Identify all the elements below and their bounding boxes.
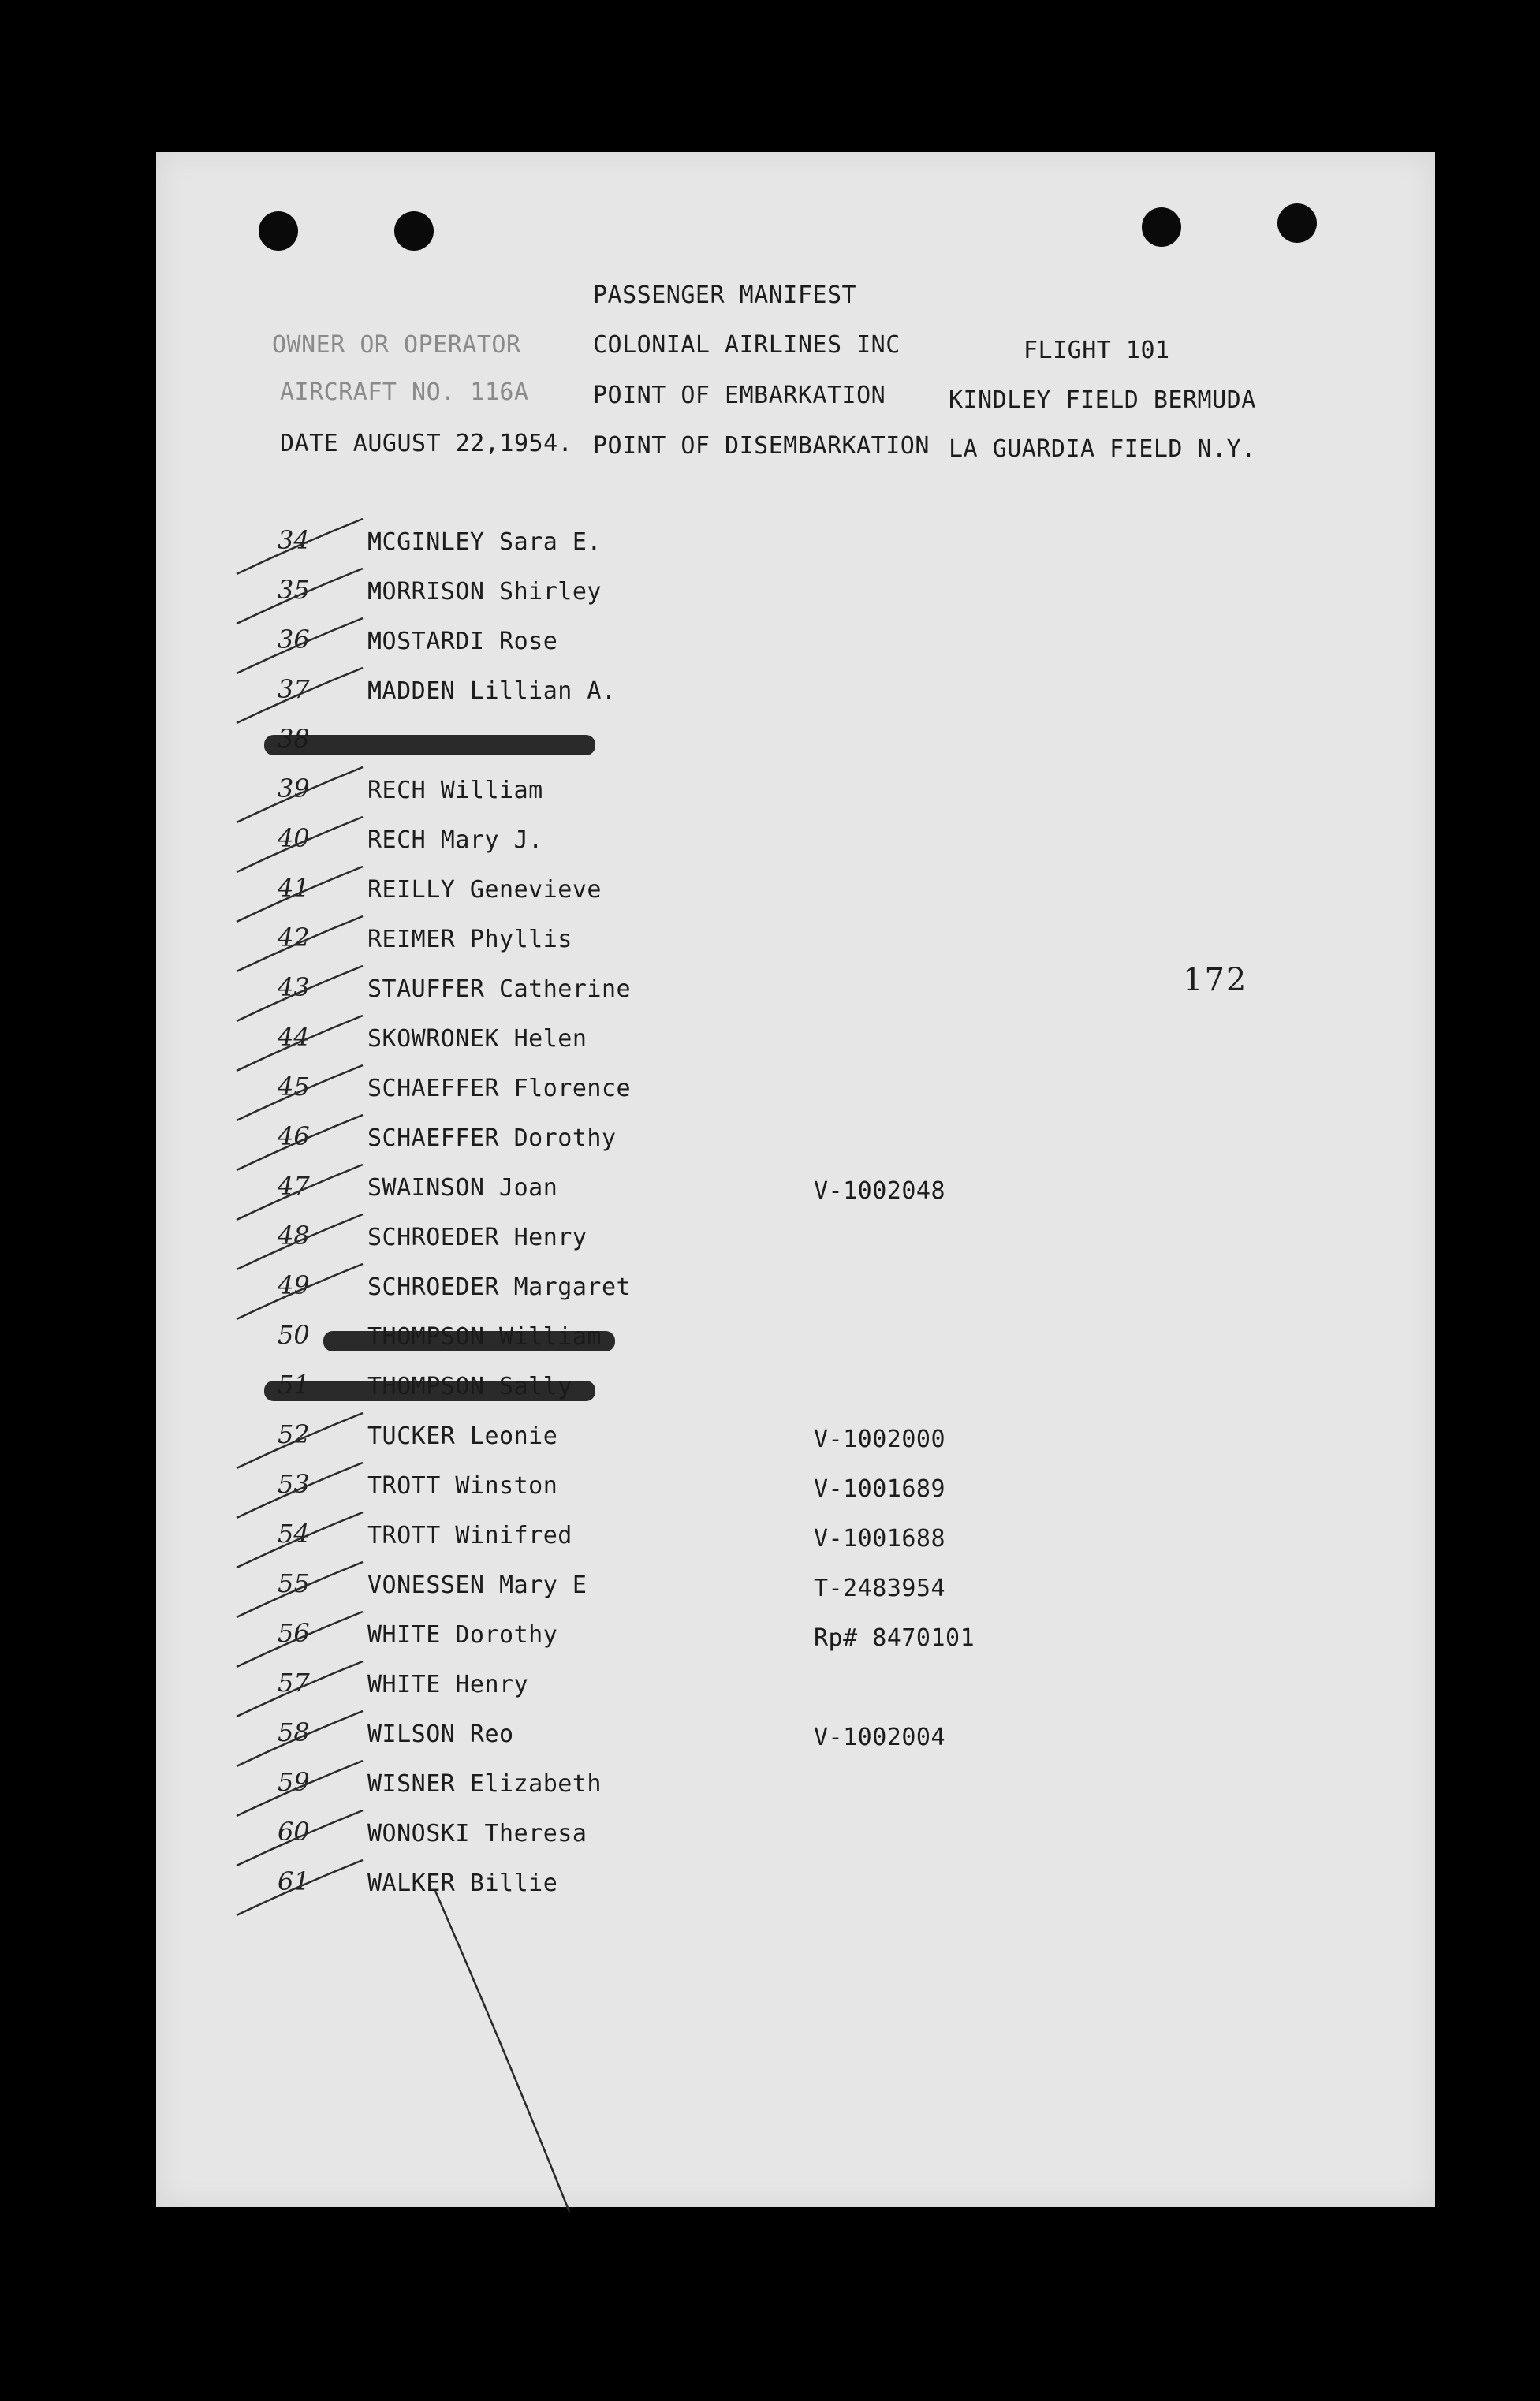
passenger-document: Rp# 8470101 xyxy=(814,1624,975,1652)
passenger-name: TROTT Winifred xyxy=(367,1522,572,1549)
passenger-number: 43 xyxy=(278,972,310,1002)
passenger-document: T-2483954 xyxy=(814,1575,946,1602)
passenger-name: MORRISON Shirley xyxy=(367,578,602,606)
passenger-name: WILSON Reo xyxy=(367,1721,514,1748)
passenger-name: WHITE Henry xyxy=(367,1671,529,1698)
passenger-name: RECH Mary J. xyxy=(367,826,543,854)
embarkation-label: POINT OF EMBARKATION xyxy=(593,382,886,409)
passenger-number: 50 xyxy=(278,1320,310,1350)
passenger-name: SCHAEFFER Dorothy xyxy=(367,1124,617,1152)
passenger-number: 39 xyxy=(278,774,310,803)
binder-hole-2 xyxy=(394,211,434,251)
passenger-name: MOSTARDI Rose xyxy=(367,628,558,655)
passenger-number: 53 xyxy=(278,1469,310,1499)
disembarkation-value: LA GUARDIA FIELD N.Y. xyxy=(949,435,1256,463)
passenger-number: 54 xyxy=(278,1519,310,1549)
passenger-name: SWAINSON Joan xyxy=(367,1174,558,1202)
passenger-number: 36 xyxy=(278,624,310,654)
aircraft-label: AIRCRAFT NO. 116A xyxy=(280,378,529,406)
passenger-document: V-1001689 xyxy=(814,1475,946,1503)
passenger-document: V-1002004 xyxy=(814,1724,946,1751)
date-label: DATE AUGUST 22,1954. xyxy=(280,430,573,457)
passenger-name: SCHROEDER Henry xyxy=(367,1224,587,1251)
passenger-name: WHITE Dorothy xyxy=(367,1621,558,1649)
passenger-number: 37 xyxy=(278,674,310,704)
passenger-number: 44 xyxy=(278,1022,310,1052)
passenger-number: 42 xyxy=(278,923,310,953)
embarkation-value: KINDLEY FIELD BERMUDA xyxy=(949,386,1256,414)
passenger-name: WONOSKI Theresa xyxy=(367,1820,587,1847)
binder-hole-3 xyxy=(1142,207,1181,247)
passenger-number: 45 xyxy=(278,1072,310,1102)
passenger-name: SCHROEDER Margaret xyxy=(367,1273,632,1301)
strikeout-mark xyxy=(264,735,595,755)
manifest-title: PASSENGER MANIFEST xyxy=(593,281,857,309)
passenger-number: 34 xyxy=(278,525,310,555)
passenger-number: 40 xyxy=(278,823,310,853)
passenger-document: V-1001688 xyxy=(814,1525,946,1553)
passenger-name: SCHAEFFER Florence xyxy=(367,1075,632,1102)
passenger-number: 59 xyxy=(278,1767,310,1797)
passenger-number: 41 xyxy=(278,873,310,903)
strikeout-mark xyxy=(264,1381,595,1401)
passenger-number: 58 xyxy=(278,1717,310,1747)
flight-number: FLIGHT 101 xyxy=(1024,337,1170,364)
passenger-name: SKOWRONEK Helen xyxy=(367,1025,587,1053)
strikeout-mark xyxy=(323,1331,615,1351)
binder-hole-1 xyxy=(259,211,298,251)
passenger-document: V-1002000 xyxy=(814,1426,946,1453)
operator-label: OWNER OR OPERATOR xyxy=(272,331,521,359)
operator-value: COLONIAL AIRLINES INC xyxy=(593,331,901,359)
disembarkation-label: POINT OF DISEMBARKATION xyxy=(593,432,930,460)
passenger-number: 35 xyxy=(278,575,310,605)
passenger-name: RECH William xyxy=(367,777,543,804)
page-number: 172 xyxy=(1183,962,1248,998)
passenger-number: 47 xyxy=(278,1171,310,1201)
passenger-name: TUCKER Leonie xyxy=(367,1422,558,1450)
passenger-number: 48 xyxy=(278,1221,310,1251)
passenger-number: 46 xyxy=(278,1121,310,1151)
passenger-name: MCGINLEY Sara E. xyxy=(367,528,602,556)
passenger-number: 49 xyxy=(278,1270,310,1300)
passenger-number: 60 xyxy=(278,1817,310,1847)
passenger-name: TROTT Winston xyxy=(367,1472,558,1500)
passenger-name: MADDEN Lillian A. xyxy=(367,677,617,705)
passenger-number: 57 xyxy=(278,1668,310,1698)
passenger-document: V-1002048 xyxy=(814,1177,946,1205)
passenger-name: REILLY Genevieve xyxy=(367,876,602,904)
passenger-number: 55 xyxy=(278,1568,310,1598)
passenger-name: WALKER Billie xyxy=(367,1870,558,1897)
passenger-name: VONESSEN Mary E xyxy=(367,1571,587,1599)
passenger-name: WISNER Elizabeth xyxy=(367,1770,602,1798)
passenger-number: 52 xyxy=(278,1419,310,1449)
passenger-number: 61 xyxy=(278,1866,310,1896)
passenger-name: REIMER Phyllis xyxy=(367,926,572,953)
passenger-number: 56 xyxy=(278,1618,310,1648)
binder-hole-4 xyxy=(1277,203,1317,243)
passenger-name: STAUFFER Catherine xyxy=(367,975,632,1003)
